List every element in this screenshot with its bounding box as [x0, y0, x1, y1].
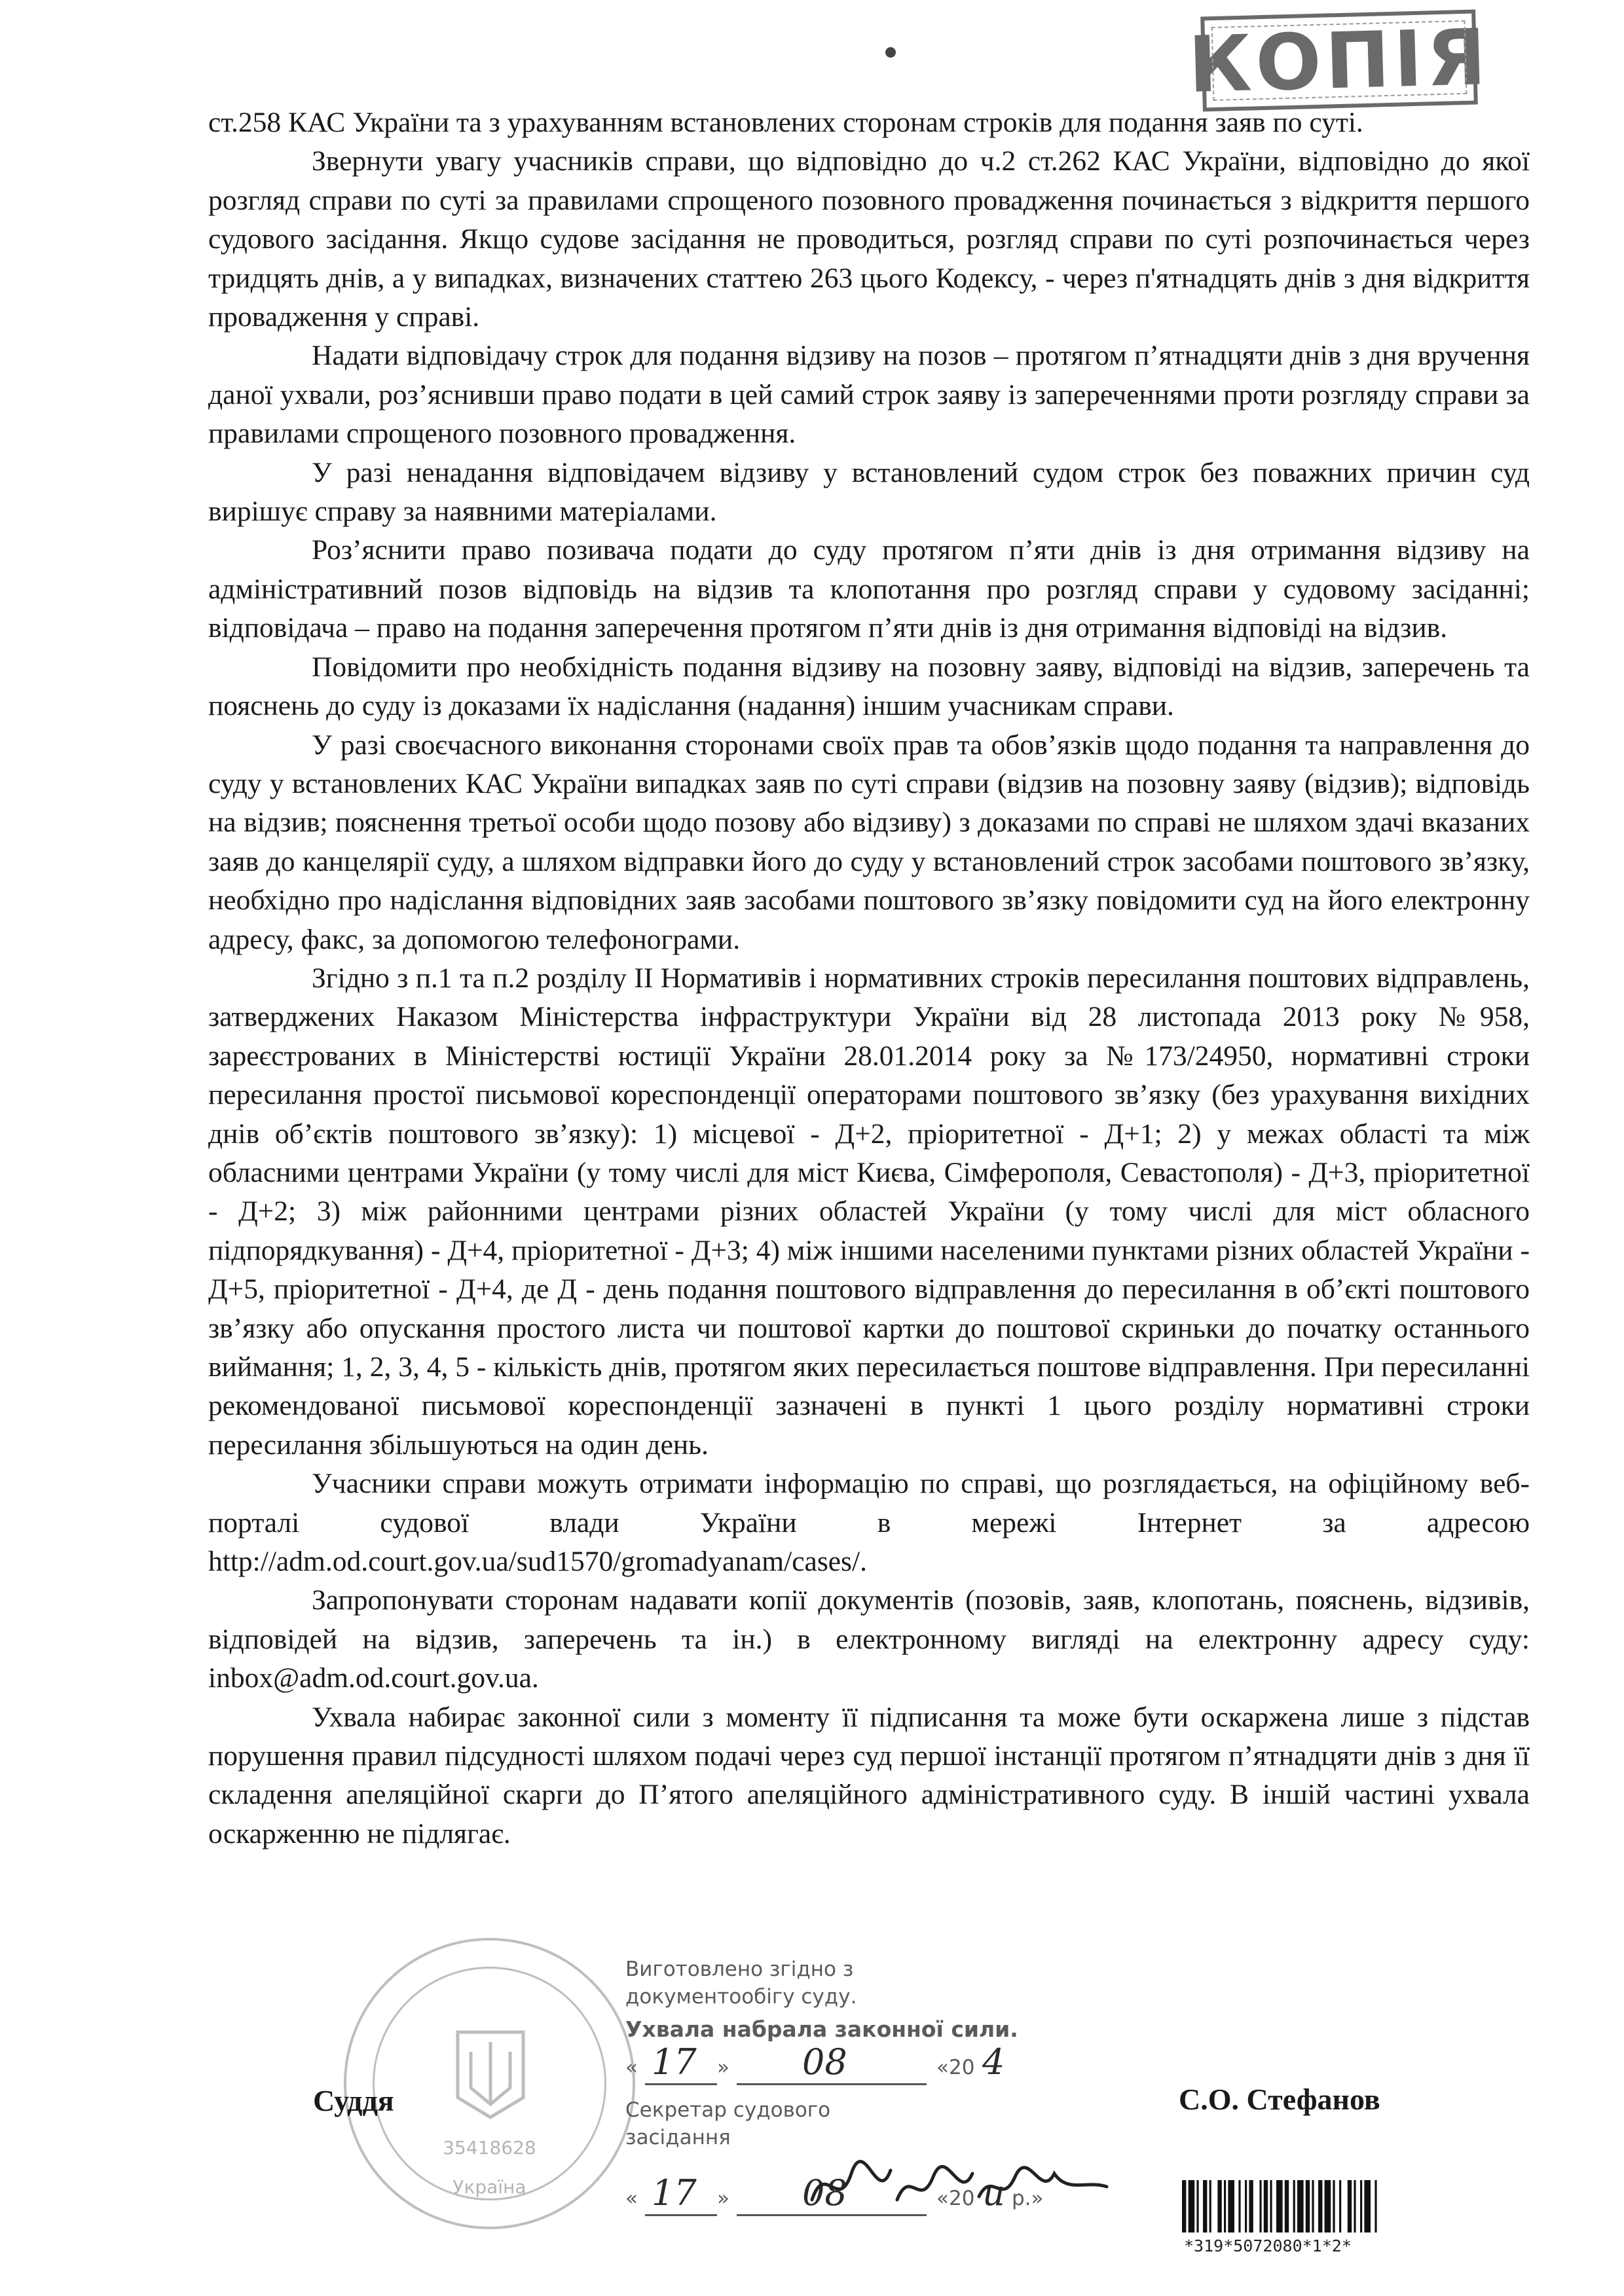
document-barcode: [1181, 2180, 1521, 2232]
barcode-bar: [1339, 2180, 1341, 2232]
barcode-bar: [1375, 2180, 1376, 2232]
barcode-bar: [1333, 2180, 1335, 2232]
date2-month: 08: [802, 2172, 847, 2214]
judge-label: Суддя: [313, 2084, 394, 2117]
paragraph-5: Роз’яснити право позивача подати до суду протягом п’яти днів із дня отримання відзиву на адміністративний позов відповідь на відзив та клопотання про розгляд справи у судовому засіданні; відповідача – право на подання заперечення протягом п’яти днів із дня отримання відповіді на відзив.: [208, 534, 1530, 644]
paragraph-4: У разі ненадання відповідачем відзиву у встановлений судом строк без поважних причин суд вирішує справу за наявними матеріалами.: [208, 456, 1530, 528]
paragraph-6: Повідомити про необхідність подання відзиву на позовну заяву, відповіді на відзив, заперечень та пояснень до суду із доказами їх надіслання (надання) іншим учасникам справи.: [208, 651, 1530, 722]
barcode-bar: [1209, 2180, 1211, 2232]
barcode-bar: [1182, 2180, 1186, 2232]
date2-year: и: [982, 2172, 1005, 2214]
punch-hole-mark: [885, 47, 896, 58]
date2-close-quote: »: [717, 2187, 729, 2210]
barcode-bar: [1224, 2180, 1226, 2232]
barcode-bar: [1348, 2180, 1352, 2232]
barcode-bar: [1203, 2180, 1207, 2232]
barcode-bar: [1270, 2180, 1272, 2232]
paragraph-9: Учасники справи можуть отримати інформацію по справі, що розглядається, на офіційному веб-порталі судової влади України в мережі Інтернет за адресою http://adm.od.court.gov.ua/sud1570/gromadyanam/cases/.: [208, 1468, 1530, 1578]
paragraph-10: Запропонувати сторонам надавати копії документів (позовів, заяв, клопотань, пояснень, відзивів, відповідей на відзив, заперечень та ін.) в електронному вигляді на електронну адресу суду: inbox@adm.od.court.gov.ua.: [208, 1584, 1530, 1694]
date1-open-quote: «: [625, 2056, 638, 2079]
court-seal-bottom-text: Україна: [452, 2176, 526, 2198]
barcode-bar: [1196, 2180, 1198, 2232]
date1-year: 4: [982, 2041, 1005, 2083]
date1-year-prefix: «20: [936, 2056, 975, 2079]
ruling-body-text: [208, 103, 1530, 1853]
barcode-bar: [1325, 2180, 1331, 2232]
date1-month: 08: [802, 2041, 847, 2083]
barcode-text: *319*5072080*1*2*: [1184, 2236, 1352, 2255]
stamp-line-session: засідання: [625, 2126, 731, 2149]
date1-close-quote: »: [717, 2056, 729, 2079]
barcode-bar: [1312, 2180, 1314, 2232]
secretary-signature: [805, 2154, 1113, 2219]
paragraph-1: ст.258 КАС України та з урахуванням встановлених сторонам строків для подання заяв по суті.: [208, 107, 1363, 138]
stamp-line-2: документообігу суду.: [625, 1985, 857, 2009]
date1-day: 17: [652, 2041, 697, 2083]
stamp-line-1: Виготовлено згідно з: [625, 1958, 854, 1981]
copy-stamp-label: КОПІЯ: [1187, 11, 1491, 110]
paragraph-8: Згідно з п.1 та п.2 розділу ІІ Нормативів і нормативних строків пересилання поштових відправлень, затверджених Наказом Міністерства інфраструктури України від 28 листопада 2013 року №958, зареєстрованих в Міністерстві юстиції України 28.01.2014 року за №173/24950, нормативні строки пересилання простої письмової кореспонденції операторами поштового зв’язку (без урахування вихідних днів об’єктів поштового зв’язку): 1) місцевої - Д+2, пріоритетної - Д+1; 2) у межах області та між обласними центрами України (у тому числі для міст Києва, Сімферополя, Севастополя) - Д+3, пріоритетної - Д+2; 3) між районними центрами різних областей України (у тому числі для міст обласного підпорядкування) - Д+4, пріоритетної - Д+3; 4) між іншими населеними пунктами різних областей України - Д+5, пріоритетної - Д+4, де Д - день подання поштового відправлення до пересилання в об’єкті поштового зв’язку або опускання простого листа чи поштової картки до поштової скриньки до початку останнього виймання; 1, 2, 3, 4, 5 - кількість днів, протягом яких пересилається поштове відправлення. При пересиланні рекомендованої письмової кореспонденції зазначені в пункті 1 цього розділу нормативні строки пересилання збільшуються на один день.: [208, 962, 1530, 1461]
trident-emblem-icon: [451, 2026, 530, 2124]
paragraph-2: Звернути увагу учасників справи, що відповідно до ч.2 ст.262 КАС України, відповідно до якої розгляд справи по суті за правилами спрощеного позовного провадження починається з відкриття першого судового засідання. Якщо судове засідання не проводиться, розгляд справи по суті розпочинається через тридцять днів, а у випадках, визначених статтею 263 цього Кодексу, - через п'ятнадцять днів з дня відкриття провадження у справі.: [208, 145, 1530, 333]
barcode-bar: [1259, 2180, 1261, 2232]
barcode-bar: [1264, 2180, 1268, 2232]
court-seal-code: 35418628: [443, 2137, 536, 2159]
date2-suffix: р.»: [1012, 2187, 1044, 2210]
date2-day-underline: [645, 2214, 717, 2216]
barcode-bar: [1285, 2180, 1289, 2232]
barcode-bar: [1245, 2180, 1247, 2232]
date1-day-underline: [645, 2083, 717, 2085]
barcode-bar: [1364, 2180, 1371, 2232]
barcode-bar: [1306, 2180, 1310, 2232]
barcode-bar: [1297, 2180, 1304, 2232]
stamp-line-3: Ухвала набрала законної сили.: [625, 2016, 1018, 2042]
barcode-bar: [1217, 2180, 1221, 2232]
judge-name: С.О. Стефанов: [1179, 2083, 1380, 2116]
date2-open-quote: «: [625, 2187, 638, 2210]
barcode-bar: [1189, 2180, 1195, 2232]
date1-month-underline: [737, 2083, 927, 2085]
date2-year-prefix: «20: [936, 2187, 975, 2210]
barcode-bar: [1360, 2180, 1362, 2232]
barcode-bar: [1228, 2180, 1234, 2232]
paragraph-11: Ухвала набирає законної сили з моменту її підписання та може бути оскаржена лише з підстав порушення правил підсудності шляхом подачі через суд першої інстанції протягом п’ятнадцяти днів з дня її складення апеляційної скарги до П’ятого апеляційного адміністративного суду. В іншій частині ухвала оскарженню не підлягає.: [208, 1701, 1530, 1850]
copy-stamp: [1187, 10, 1491, 112]
barcode-bar: [1276, 2180, 1283, 2232]
paragraph-3: Надати відповідачу строк для подання відзиву на позов – протягом п’ятнадцяти днів з дня вручення даної ухвали, роз’яснивши право подати в цей самий строк заяву із запереченнями проти розгляду справи за правилами спрощеного позовного провадження.: [208, 340, 1530, 450]
barcode-bar: [1318, 2180, 1322, 2232]
date2-day: 17: [652, 2172, 697, 2214]
paragraph-7: У разі своєчасного виконання сторонами своїх прав та обов’язків щодо подання та направлення до суду у встановлених КАС України випадках заяв по суті справи (відзив на позовну заяву (відзив); відповідь на відзив; пояснення третьої особи щодо позову або відзиву) з доказами по справі не шляхом здачі вказаних заяв до канцелярії суду, а шляхом відправки його до суду у встановлений строк засобами поштового зв’язку, необхідно про надіслання відповідних заяв засобами поштового зв’язку повідомити суд на його електронну адресу, факс, за допомогою телефонограми.: [208, 729, 1530, 955]
barcode-bar: [1238, 2180, 1240, 2232]
barcode-bar: [1354, 2180, 1356, 2232]
barcode-bar: [1293, 2180, 1295, 2232]
barcode-bar: [1249, 2180, 1253, 2232]
stamp-line-secretary: Секретар судового: [625, 2098, 831, 2122]
